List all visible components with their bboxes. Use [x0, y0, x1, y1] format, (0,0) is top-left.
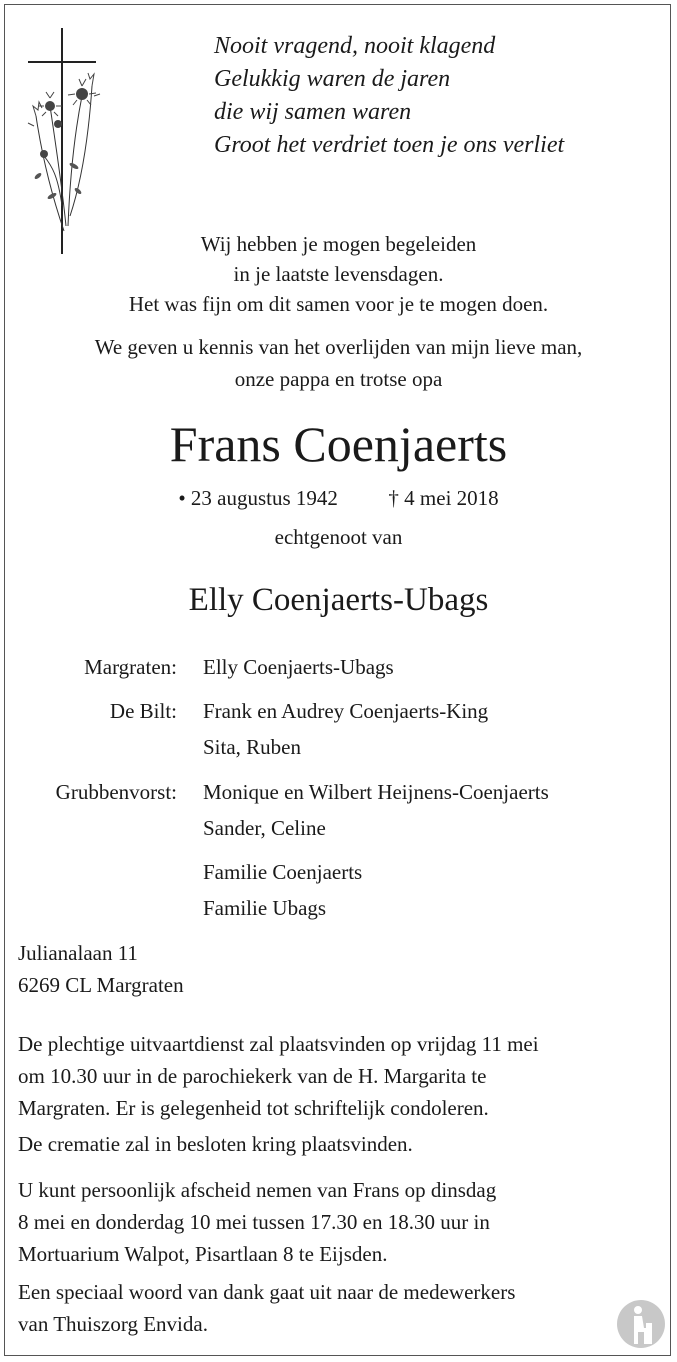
paragraph-line: om 10.30 uur in de parochiekerk van de H. Margarita te [18, 1064, 487, 1088]
family-place: Margraten: [84, 655, 177, 679]
poem [214, 30, 564, 162]
family-line: Sita, Ruben [203, 735, 301, 759]
family-line: Monique en Wilbert Heijnens-Coenjaerts [203, 780, 549, 804]
life-dates [0, 483, 677, 513]
intro-text [0, 229, 677, 319]
family-names [203, 649, 394, 685]
notice-line: onze pappa en trotse opa [234, 367, 443, 391]
death-date: † 4 mei 2018 [388, 486, 499, 510]
paragraph-line: Een speciaal woord van dank gaat uit naar de medewerkers [18, 1280, 516, 1304]
intro-line: Het was fijn om dit samen voor je te mogen doen. [128, 292, 549, 316]
deceased-name: Frans Coenjaerts [169, 416, 508, 472]
paragraph-line: van Thuiszorg Envida. [18, 1312, 208, 1336]
intro-line: Wij hebben je mogen begeleiden [200, 232, 477, 256]
paragraph-line: De plechtige uitvaartdienst zal plaatsvinden op vrijdag 11 mei [18, 1032, 539, 1056]
spouse-label: echtgenoot van [274, 525, 403, 549]
cremation-paragraph [18, 1128, 668, 1160]
poem-line: Groot het verdriet toen je ons verliet [214, 132, 565, 158]
intro-line: in je laatste levensdagen. [233, 262, 444, 286]
poem-line: Nooit vragend, nooit klagend [214, 33, 496, 59]
address [18, 937, 184, 1001]
family-names [203, 693, 488, 765]
paragraph-line: De crematie zal in besloten kring plaatsvinden. [18, 1132, 413, 1156]
notice-line: We geven u kennis van het overlijden van mijn lieve man, [94, 335, 583, 359]
poem-line: Gelukkig waren de jaren [214, 66, 451, 92]
figure-logo-icon [616, 1299, 666, 1349]
family-line: Frank en Audrey Coenjaerts-King [203, 699, 489, 723]
family-line: Elly Coenjaerts-Ubags [203, 655, 394, 679]
address-line: 6269 CL Margraten [18, 973, 184, 997]
birth-date: • 23 augustus 1942 [178, 486, 338, 510]
funeral-paragraph [18, 1028, 668, 1124]
family-line: Familie Ubags [203, 896, 327, 920]
family-names [203, 854, 362, 926]
paragraph-line: Margraten. Er is gelegenheid tot schriftelijk condoleren. [18, 1096, 489, 1120]
death-notice-text [0, 331, 677, 395]
paragraph-line: Mortuarium Walpot, Pisartlaan 8 te Eijsden. [18, 1242, 388, 1266]
paragraph-line: 8 mei en donderdag 10 mei tussen 17.30 en 18.30 uur in [18, 1210, 490, 1234]
family-names [203, 774, 549, 846]
paragraph-line: U kunt persoonlijk afscheid nemen van Frans op dinsdag [18, 1178, 497, 1202]
family-place: Grubbenvorst: [55, 780, 177, 804]
spouse-name: Elly Coenjaerts-Ubags [188, 582, 489, 618]
thanks-paragraph [18, 1276, 668, 1340]
poem-line: die wij samen waren [214, 99, 412, 125]
family-place: De Bilt: [109, 699, 177, 723]
cross-with-flowers-icon [22, 26, 102, 258]
address-line: Julianalaan 11 [18, 941, 138, 965]
family-line: Familie Coenjaerts [203, 860, 363, 884]
farewell-paragraph [18, 1174, 668, 1270]
family-line: Sander, Celine [203, 816, 326, 840]
